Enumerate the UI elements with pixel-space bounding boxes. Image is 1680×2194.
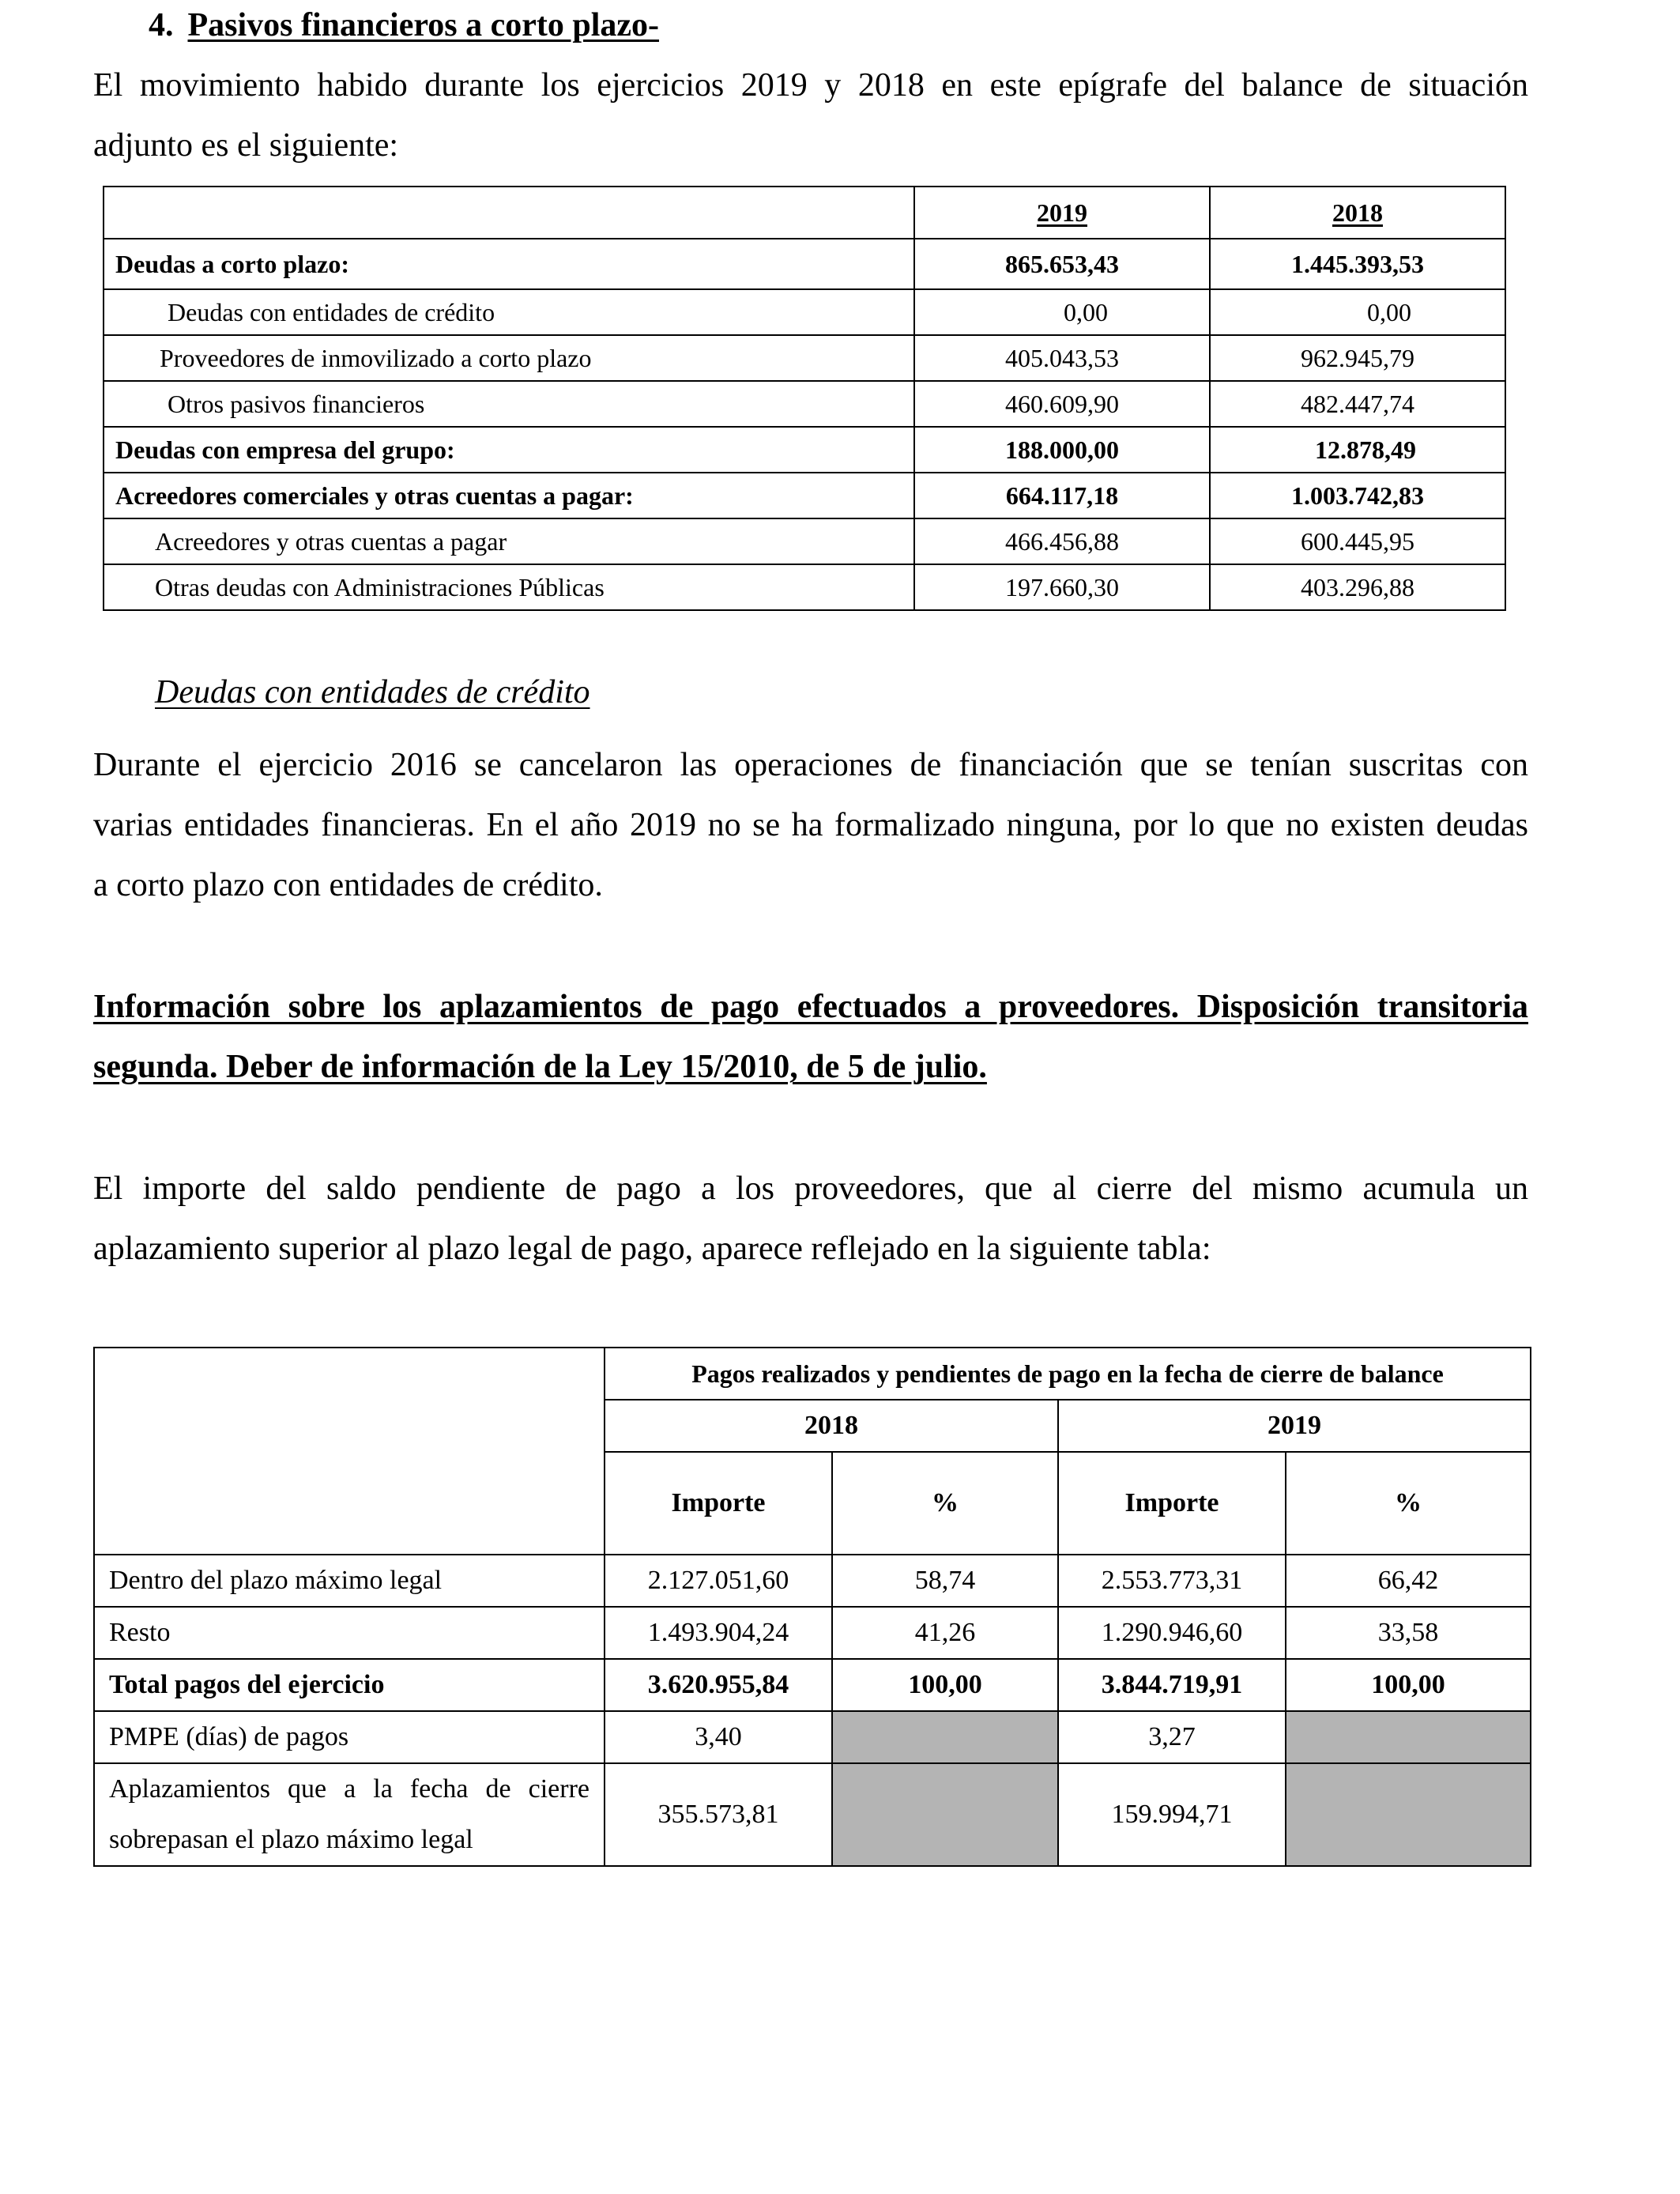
short-term-liabilities-table [103, 186, 1506, 611]
credit-subtitle: Deudas con entidades de crédito [155, 674, 590, 711]
row-label: PMPE (días) de pagos [94, 1711, 605, 1763]
credit-line: varias entidades financieras. En el año 2019 no se ha formalizado ninguna, por lo que no existen deudas [93, 807, 1528, 843]
value-2019: 405.043,53 [914, 335, 1210, 381]
row-label: Acreedores comerciales y otras cuentas a pagar: [104, 473, 914, 518]
year-header-2018: 2018 [605, 1400, 1058, 1452]
table-row [104, 381, 1505, 427]
importe-2019: 3.844.719,91 [1058, 1659, 1286, 1711]
intro-line: adjunto es el siguiente: [93, 127, 399, 164]
column-header-2018: 2018 [1210, 187, 1505, 239]
info-paragraph [93, 1159, 1528, 1279]
credit-line: a corto plazo con entidades de crédito. [93, 867, 603, 903]
importe-2019: 3,27 [1058, 1711, 1286, 1763]
row-label: Acreedores y otras cuentas a pagar [104, 518, 914, 564]
row-label: Deudas con empresa del grupo: [104, 427, 914, 473]
value-2019: 460.609,90 [914, 381, 1210, 427]
section-number: 4. [149, 7, 174, 43]
percent-2019: 33,58 [1286, 1607, 1531, 1659]
importe-2018: 1.493.904,24 [605, 1607, 832, 1659]
row-label: Otras deudas con Administraciones Públicas [104, 564, 914, 610]
row-label: Deudas a corto plazo: [104, 239, 914, 289]
value-2019: 197.660,30 [914, 564, 1210, 610]
section-heading [149, 6, 659, 44]
column-header-importe: Importe [605, 1452, 832, 1555]
shaded-cell [1286, 1711, 1531, 1763]
column-header-2019: 2019 [914, 187, 1210, 239]
row-label: Total pagos del ejercicio [94, 1659, 605, 1711]
percent-2018: 58,74 [832, 1555, 1058, 1607]
table-header-row [104, 187, 1505, 239]
value-2018: 962.945,79 [1210, 335, 1505, 381]
value-2019: 466.456,88 [914, 518, 1210, 564]
table-row [104, 335, 1505, 381]
table-row [94, 1763, 1531, 1866]
importe-2018: 3.620.955,84 [605, 1659, 832, 1711]
credit-paragraph [93, 735, 1528, 915]
row-label: Dentro del plazo máximo legal [94, 1555, 605, 1607]
percent-2018: 100,00 [832, 1659, 1058, 1711]
credit-line: Durante el ejercicio 2016 se cancelaron las operaciones de financiación que se tenían suscritas con [93, 747, 1528, 783]
value-2018: 482.447,74 [1210, 381, 1505, 427]
value-2018: 403.296,88 [1210, 564, 1505, 610]
importe-2018: 3,40 [605, 1711, 832, 1763]
value-2019: 0,00 [914, 289, 1210, 335]
table-row [94, 1555, 1531, 1607]
column-header-percent: % [1286, 1452, 1531, 1555]
shaded-cell [1286, 1763, 1531, 1866]
row-label-line: sobrepasan el plazo máximo legal [109, 1825, 473, 1854]
table-row [94, 1711, 1531, 1763]
value-2018: 12.878,49 [1210, 427, 1505, 473]
value-2018: 1.445.393,53 [1210, 239, 1505, 289]
table-row-total [94, 1659, 1531, 1711]
value-2018: 1.003.742,83 [1210, 473, 1505, 518]
info-heading-line: Información sobre los aplazamientos de pago efectuados a proveedores. Disposición transitoria [93, 989, 1528, 1025]
info-heading [93, 977, 1528, 1097]
row-label-line: Aplazamientos que a la fecha de cierre [109, 1774, 590, 1804]
table-row [104, 239, 1505, 289]
info-heading-line: segunda. Deber de información de la Ley 15/2010, de 5 de julio. [93, 1049, 987, 1085]
intro-line: El movimiento habido durante los ejercicios 2019 y 2018 en este epígrafe del balance de situación [93, 67, 1528, 104]
table-row [104, 518, 1505, 564]
value-2018: 600.445,95 [1210, 518, 1505, 564]
shaded-cell [832, 1711, 1058, 1763]
shaded-cell [832, 1763, 1058, 1866]
importe-2019: 2.553.773,31 [1058, 1555, 1286, 1607]
row-label: Resto [94, 1607, 605, 1659]
importe-2018: 2.127.051,60 [605, 1555, 832, 1607]
section-title: Pasivos financieros a corto plazo- [187, 7, 659, 43]
row-label: Otros pasivos financieros [104, 381, 914, 427]
value-2018: 0,00 [1210, 289, 1505, 335]
value-2019: 664.117,18 [914, 473, 1210, 518]
table-row [104, 427, 1505, 473]
value-2019: 865.653,43 [914, 239, 1210, 289]
percent-2019: 66,42 [1286, 1555, 1531, 1607]
column-header-importe: Importe [1058, 1452, 1286, 1555]
table-title: Pagos realizados y pendientes de pago en la fecha de cierre de balance [605, 1348, 1531, 1400]
row-label [94, 1763, 605, 1866]
table-row [94, 1607, 1531, 1659]
table-row [104, 289, 1505, 335]
percent-2018: 41,26 [832, 1607, 1058, 1659]
importe-2019: 159.994,71 [1058, 1763, 1286, 1866]
info-line: El importe del saldo pendiente de pago a los proveedores, que al cierre del mismo acumula un [93, 1171, 1528, 1207]
column-header-percent: % [832, 1452, 1058, 1555]
value-2019: 188.000,00 [914, 427, 1210, 473]
info-line: aplazamiento superior al plazo legal de pago, aparece reflejado en la siguiente tabla: [93, 1231, 1211, 1267]
percent-2019: 100,00 [1286, 1659, 1531, 1711]
supplier-payments-table [93, 1347, 1531, 1867]
table-row [104, 473, 1505, 518]
table-title-row [94, 1348, 1531, 1400]
intro-paragraph [93, 55, 1528, 175]
year-header-2019: 2019 [1058, 1400, 1531, 1452]
table-row [104, 564, 1505, 610]
row-label: Proveedores de inmovilizado a corto plazo [104, 335, 914, 381]
row-label: Deudas con entidades de crédito [104, 289, 914, 335]
importe-2018: 355.573,81 [605, 1763, 832, 1866]
importe-2019: 1.290.946,60 [1058, 1607, 1286, 1659]
